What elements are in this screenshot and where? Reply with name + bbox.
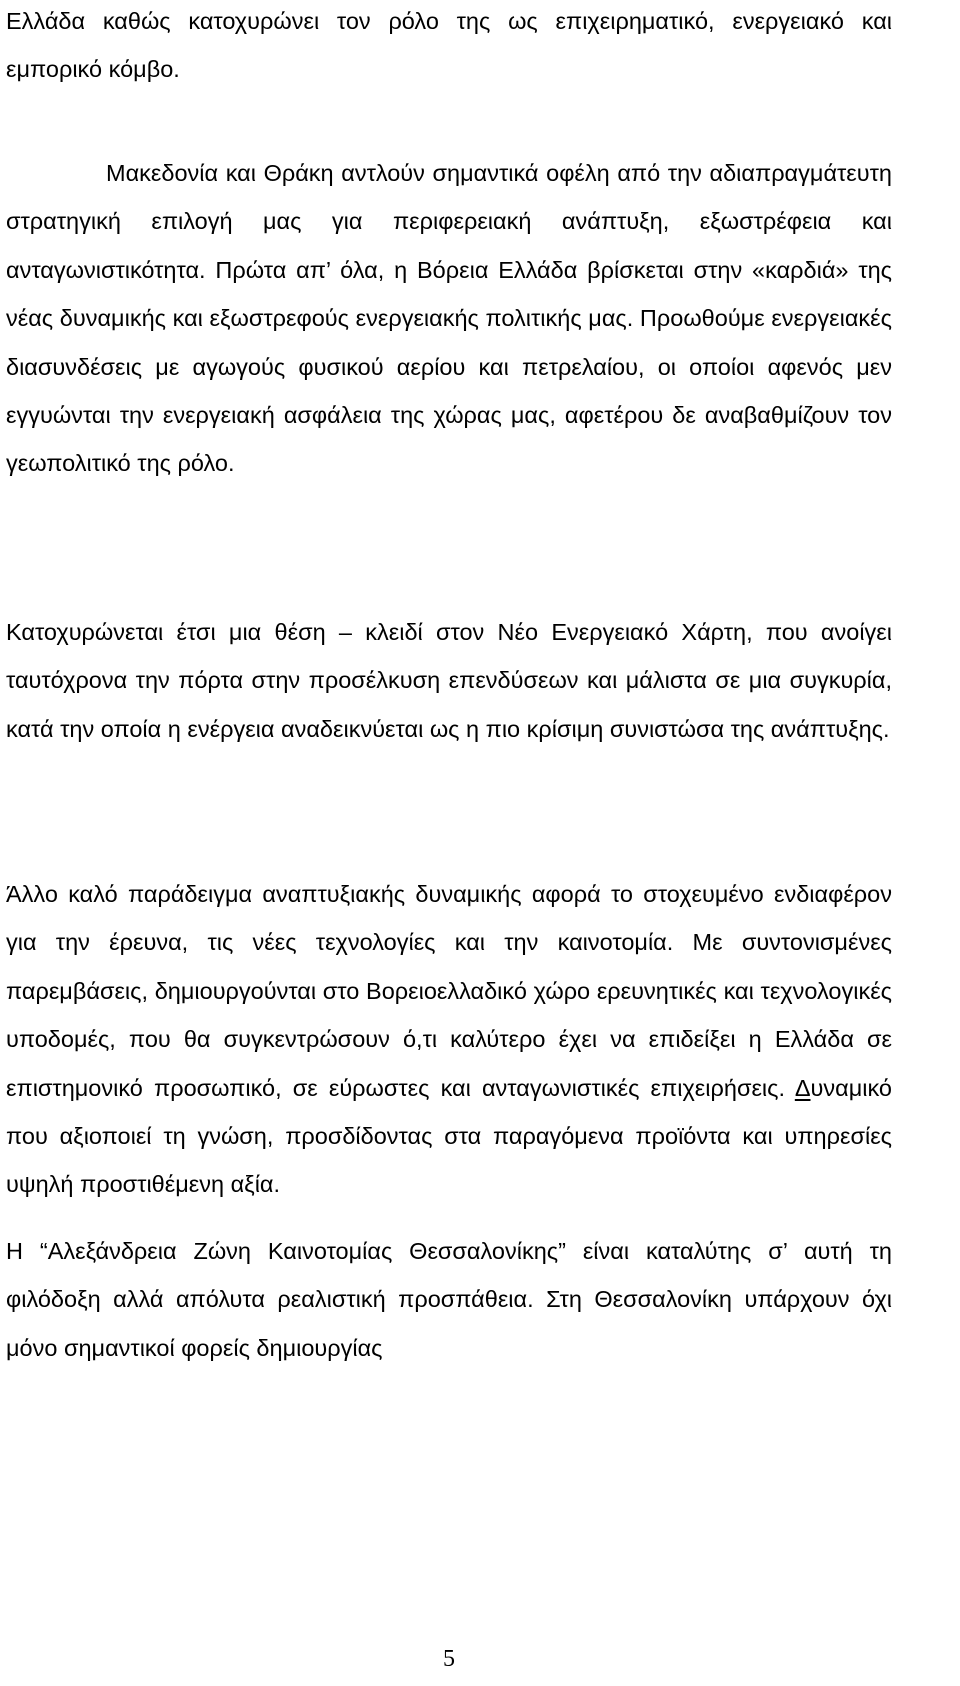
paragraph-5-text: Η “Αλεξάνδρεια Ζώνη Καινοτομίας Θεσσαλονίκης” είναι καταλύτης σ’ αυτή τη φιλόδοξη αλλά απόλυτα ρεαλιστική προσπάθεια. Στη Θεσσαλονίκη υπάρχουν όχι μόνο σημαντικοί φορείς δημιουργίας <box>6 1238 892 1361</box>
paragraph-3 <box>6 608 892 753</box>
paragraph-4 <box>6 870 892 1209</box>
paragraph-4-text <box>6 870 892 1209</box>
paragraph-3-text: Κατοχυρώνεται έτσι μια θέση – κλειδί στον Νέο Ενεργειακό Χάρτη, που ανοίγει ταυτόχρονα την πόρτα στην προσέλκυση επενδύσεων και μάλιστα σε μια συγκυρία, κατά την οποία η ενέργεια αναδεικνύεται ως η πιο κρίσιμη συνιστώσα της ανάπτυξης. <box>6 619 892 742</box>
paragraph-2 <box>6 149 892 488</box>
paragraph-1 <box>6 0 892 94</box>
paragraph-4-text-before: Άλλο καλό παράδειγμα αναπτυξιακής δυναμικής αφορά το στοχευμένο ενδιαφέρον για την έρευνα, τις νέες τεχνολογίες και την καινοτομία. Με συντονισμένες παρεμβάσεις, δημιουργούνται στο Βορειοελλαδικό χώρο ερευνητικές και τεχνολογικές υποδομές, που θα συγκεντρώσουν ό,τι καλύτερο έχει να επιδείξει η Ελλάδα σε επιστημονικό προσωπικό, σε εύρωστες και ανταγωνιστικές επιχειρήσεις. <box>6 881 892 1101</box>
paragraph-5 <box>6 1227 892 1372</box>
paragraph-4-underlined-letter: Δ <box>794 1074 811 1101</box>
paragraph-4-text-after: υναμικό που αξιοποιεί τη γνώση, προσδίδοντας στα παραγόμενα προϊόντα και υπηρεσίες υψηλή προστιθέμενη αξία. <box>6 1074 892 1198</box>
page-number: 5 <box>443 1646 455 1672</box>
paragraph-1-text: Ελλάδα καθώς κατοχυρώνει τον ρόλο της ως επιχειρηματικό, ενεργειακό και εμπορικό κόμβο. <box>6 8 892 83</box>
paragraph-2-text: Μακεδονία και Θράκη αντλούν σημαντικά οφέλη από την αδιαπραγμάτευτη στρατηγική επιλογή μας για περιφερειακή ανάπτυξη, εξωστρέφεια και ανταγωνιστικότητα. Πρώτα απ’ όλα, η Βόρεια Ελλάδα βρίσκεται στην «καρδιά» της νέας δυναμικής και εξωστρεφούς ενεργειακής πολιτικής μας. Προωθούμε ενεργειακές διασυνδέσεις με αγωγούς φυσικού αερίου και πετρελαίου, οι οποίοι αφενός μεν εγγυώνται την ενεργειακή ασφάλεια της χώρας μας, αφετέρου δε αναβαθμίζουν τον γεωπολιτικό της ρόλο. <box>6 160 892 477</box>
